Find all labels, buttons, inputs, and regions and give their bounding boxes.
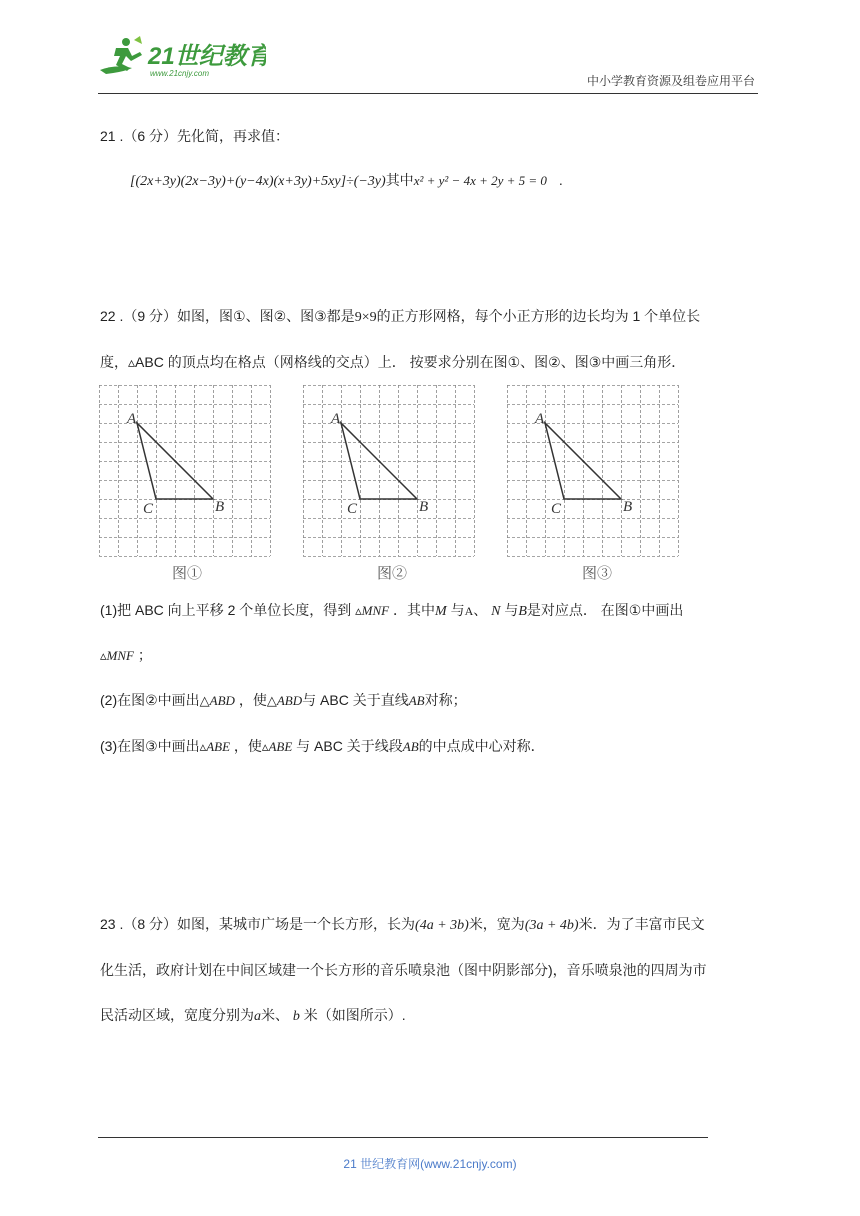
q22-line1: [100, 306, 700, 326]
vertex-c-label: C: [143, 501, 154, 517]
text: ．其中: [393, 602, 435, 618]
text: 与: [450, 602, 465, 618]
footer-divider: [98, 1137, 708, 1138]
text: 与: [504, 602, 519, 618]
grid-figure-1: [99, 385, 271, 559]
text: (3)在图③中画出: [100, 738, 200, 754]
q23-line1: [100, 914, 705, 934]
runner-logo-icon: [96, 34, 266, 80]
text: ，使: [233, 738, 262, 754]
q21-expr: [(2x+3y)(2x−3y)+(y−4x)(x+3y)+5xy]÷(−3y): [130, 174, 386, 189]
text: 米．为了丰富市民文: [578, 916, 705, 932]
q22-line1-a: 22 .（9 分）如图，图①、图②、图③都是: [100, 308, 355, 324]
triangle-mnf: ▵MNF: [355, 603, 390, 618]
triangle-abe: ▵ABE: [199, 739, 231, 754]
svg-text:21世纪教育: 21世纪教育: [148, 43, 266, 70]
svg-text:www.21cnjy.com: www.21cnjy.com: [150, 69, 209, 78]
point-m: M: [435, 604, 447, 619]
q22-line1-b: 的正方形网格，每个小正方形的边长均为 1 个单位长: [376, 308, 701, 324]
site-logo: [96, 34, 266, 80]
text: 民活动区域，宽度分别为: [100, 1007, 254, 1023]
text: 、: [473, 602, 488, 618]
var-a: a: [254, 1009, 261, 1024]
vertex-b-label: B: [623, 499, 633, 515]
line-ab: AB: [408, 693, 425, 708]
triangle-mnf: ▵MNF: [100, 648, 134, 663]
grid-figure-3: [507, 385, 679, 559]
vertex-b-label: B: [419, 499, 429, 515]
footer-link[interactable]: 21 世纪教育网(www.21cnjy.com): [343, 1157, 517, 1171]
width-expr: (3a + 4b): [524, 918, 579, 933]
vertex-b-label: B: [215, 499, 225, 515]
point-n: N: [491, 604, 501, 619]
text: 米（如图所示）.: [303, 1007, 406, 1023]
point-b: B: [518, 604, 527, 619]
text: 是对应点． 在图①中画出: [526, 602, 684, 618]
q21-end: .: [558, 172, 563, 188]
triangle-abd: △ABD: [199, 693, 235, 708]
text: ，使: [238, 692, 267, 708]
q21-condition: x² + y² − 4x + 2y + 5 = 0: [413, 173, 547, 188]
text: 23 .（8 分）如图，某城市广场是一个长方形，长为: [100, 916, 416, 932]
q22-sub1: [100, 600, 683, 620]
grid-figure-2: [303, 385, 475, 559]
site-name: 中小学教育资源及组卷应用平台: [586, 74, 755, 88]
vertex-a-label: A: [127, 411, 137, 427]
text: 与 ABC 关于直线: [302, 692, 409, 708]
vertex-a-label: A: [331, 411, 341, 427]
text: 米，宽为: [468, 916, 525, 932]
text: (1)把 ABC 向上平移 2 个单位长度，得到: [100, 602, 352, 618]
vertex-c-label: C: [551, 501, 562, 517]
figure-2-caption: 图②: [377, 566, 408, 582]
q21-mid: 其中: [385, 172, 414, 188]
q22-sub2: [100, 690, 467, 710]
text: 的中点成中心对称．: [418, 738, 545, 754]
q22-sub1-line2: [100, 645, 152, 665]
var-b: b: [292, 1009, 300, 1024]
q23-line3: [100, 1005, 406, 1025]
figure-1-caption: 图①: [172, 566, 203, 582]
q23-line2: 化生活，政府计划在中间区域建一个长方形的音乐喷泉池（图中阴影部分)，音乐喷泉池的四周为市: [100, 962, 707, 978]
q22-line2: 度，▵ABC 的顶点均在格点（网格线的交点）上． 按要求分别在图①、图②、图③中画三角形．: [100, 354, 686, 370]
vertex-a-label: A: [535, 411, 545, 427]
text: 米、: [261, 1007, 289, 1023]
text: 与 ABC 关于线段: [296, 738, 403, 754]
point-a: A: [464, 604, 474, 618]
q22-sub3: [100, 736, 545, 756]
q21-label: 21 .（6 分）先化简，再求值：: [100, 128, 290, 144]
segment-ab: AB: [402, 739, 419, 754]
text: ；: [137, 647, 152, 663]
text: (2)在图②中画出: [100, 692, 200, 708]
length-expr: (4a + 3b): [415, 918, 469, 933]
figure-3-caption: 图③: [582, 566, 613, 582]
vertex-c-label: C: [347, 501, 358, 517]
header-divider: [98, 93, 758, 94]
q22-grid-size: 9×9: [354, 310, 377, 325]
triangle-abd: △ABD: [266, 693, 303, 708]
triangle-abe: ▵ABE: [261, 739, 293, 754]
text: 对称；: [424, 692, 467, 708]
q21-expression: [130, 170, 563, 190]
